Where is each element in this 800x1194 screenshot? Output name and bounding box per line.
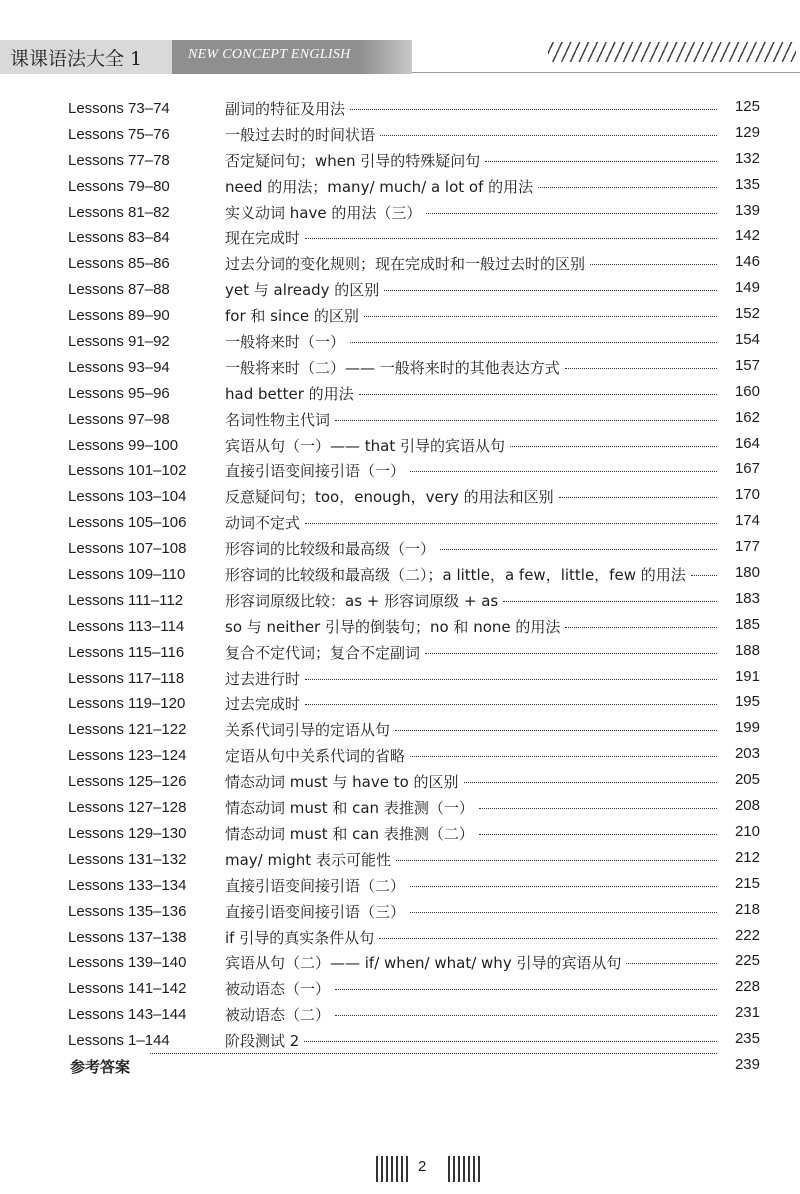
toc-row	[0, 379, 800, 405]
dot-leader	[305, 237, 717, 239]
page-ref: 222	[734, 926, 760, 944]
header-title-block	[0, 40, 172, 74]
lesson-range: Lessons 113–114	[68, 617, 185, 635]
page-ref: 125	[734, 98, 760, 115]
toc-entry	[225, 150, 722, 171]
topic-title: 被动语态（二）	[225, 1006, 331, 1025]
page-ref: 129	[734, 123, 760, 141]
lesson-range: Lessons 121–122	[68, 721, 187, 739]
toc-entry	[225, 486, 722, 507]
series-subtitle: NEW CONCEPT ENGLISH	[188, 47, 351, 62]
topic-title: 名词性物主代词	[225, 410, 331, 429]
topic-title: for 和 since 的区别	[225, 307, 359, 326]
toc-entry	[225, 331, 722, 352]
lesson-range: Lessons 129–130	[68, 824, 187, 842]
toc-row	[0, 456, 800, 482]
toc-entry	[225, 460, 722, 481]
toc-row	[0, 301, 800, 327]
topic-title: 一般将来时（一）	[225, 333, 346, 352]
toc-entry	[225, 253, 722, 274]
page-ref: 231	[734, 1004, 760, 1022]
toc-entry	[225, 98, 722, 119]
toc-entry	[225, 745, 722, 766]
dot-leader	[538, 186, 717, 188]
topic-title: so 与 neither 引导的倒装句；no 和 none 的用法	[225, 617, 561, 636]
lesson-range: Lessons 133–134	[68, 876, 187, 894]
topic-title: 直接引语变间接引语（一）	[225, 462, 406, 481]
toc-row	[0, 431, 800, 457]
toc-row	[0, 223, 800, 249]
dot-leader	[565, 367, 717, 369]
toc-row	[0, 586, 800, 612]
topic-title: if 引导的真实条件从句	[225, 928, 375, 947]
lesson-range: Lessons 75–76	[68, 125, 170, 143]
page-ref: 191	[734, 667, 760, 685]
toc-entry	[225, 383, 722, 404]
topic-title: 实义动词 have 的用法（三）	[225, 203, 422, 222]
toc-row	[0, 793, 800, 819]
page-ref: 185	[734, 615, 760, 633]
toc-entry	[225, 797, 722, 818]
page-ref: 225	[734, 952, 760, 970]
lesson-range: Lessons 1–144	[68, 1032, 170, 1050]
book-title: 课课语法大全 1	[10, 48, 143, 70]
topic-title: 过去分词的变化规则；现在完成时和一般过去时的区别	[225, 255, 586, 274]
lesson-range: Lessons 117–118	[68, 669, 185, 687]
dot-leader	[565, 626, 717, 628]
topic-title: 一般将来时（二）—— 一般将来时的其他表达方式	[225, 358, 560, 377]
topic-title: yet 与 already 的区别	[225, 281, 380, 300]
page-ref: 154	[734, 331, 760, 349]
toc-entry	[225, 564, 722, 585]
toc-row	[0, 819, 800, 845]
topic-title: 否定疑问句；when 引导的特殊疑问句	[225, 151, 481, 170]
page-ref: 210	[734, 822, 760, 840]
page-footer	[0, 1152, 800, 1192]
toc-row	[0, 767, 800, 793]
toc-entry	[225, 927, 722, 948]
header-hatch-decoration	[548, 42, 796, 62]
page-ref: 160	[734, 382, 760, 400]
toc-row	[0, 689, 800, 715]
dot-leader	[350, 108, 717, 110]
lesson-range: Lessons 105–106	[68, 514, 187, 532]
toc-entry	[225, 849, 722, 870]
page-ref: 203	[734, 745, 760, 763]
toc-row	[0, 948, 800, 974]
toc-row	[0, 198, 800, 224]
dot-leader	[425, 652, 717, 654]
topic-title: 直接引语变间接引语（三）	[225, 902, 406, 921]
lesson-range: Lessons 101–102	[68, 462, 187, 480]
lesson-range: Lessons 103–104	[68, 488, 187, 506]
toc-row	[0, 1000, 800, 1026]
dot-leader	[379, 937, 717, 939]
page-ref: 208	[734, 797, 760, 815]
page-ref: 152	[734, 305, 760, 323]
answers-label: 参考答案	[70, 1057, 131, 1076]
dot-leader	[510, 445, 717, 447]
topic-title: 形容词的比较级和最高级（二）；a little，a few，little，few 的用法	[225, 566, 686, 585]
dot-leader	[384, 289, 717, 291]
page-ref: 132	[734, 149, 760, 167]
page-ref: 228	[734, 978, 760, 996]
toc-row	[0, 353, 800, 379]
dot-leader	[426, 212, 717, 214]
topic-title: 阶段测试 2	[225, 1032, 300, 1051]
page-ref: 183	[734, 589, 760, 607]
toc-row	[0, 120, 800, 146]
dot-leader	[335, 1014, 717, 1016]
toc-row	[0, 249, 800, 275]
toc-entry	[225, 693, 722, 714]
lesson-range: Lessons 87–88	[68, 281, 170, 299]
dot-leader	[503, 600, 717, 602]
topic-title: 反意疑问句；too，enough，very 的用法和区别	[225, 488, 554, 507]
dot-leader	[485, 160, 717, 162]
topic-title: 宾语从句（二）—— if/ when/ what/ why 引导的宾语从句	[225, 954, 622, 973]
toc-entry	[225, 409, 722, 430]
toc-entry	[225, 719, 722, 740]
topic-title: 形容词原级比较：as + 形容词原级 + as	[225, 591, 499, 610]
toc-entry	[225, 901, 722, 922]
page-ref: 162	[734, 408, 760, 426]
dot-leader	[395, 729, 717, 731]
toc-entry	[225, 1030, 722, 1051]
toc-entry	[225, 357, 722, 378]
page-ref: 149	[734, 279, 760, 297]
footer-hatch-left	[376, 1156, 408, 1182]
topic-title: 形容词的比较级和最高级（一）	[225, 540, 436, 559]
dot-leader	[350, 341, 717, 343]
toc-entry	[225, 538, 722, 559]
lesson-range: Lessons 111–112	[68, 591, 184, 609]
page-ref: 212	[734, 848, 760, 866]
toc-row	[0, 897, 800, 923]
lesson-range: Lessons 123–124	[68, 747, 187, 765]
topic-title: had better 的用法	[225, 384, 354, 403]
lesson-range: Lessons 143–144	[68, 1006, 187, 1024]
toc-row	[0, 275, 800, 301]
toc-row	[0, 612, 800, 638]
lesson-range: Lessons 79–80	[68, 177, 170, 195]
header-rule	[412, 72, 800, 73]
page-ref: 188	[734, 641, 760, 659]
page-ref: 170	[734, 486, 760, 504]
toc-entry	[225, 512, 722, 533]
page-ref: 195	[734, 693, 760, 711]
page-ref: 180	[734, 564, 760, 582]
toc-entry	[225, 875, 722, 896]
footer-hatch-right	[448, 1156, 480, 1182]
toc-entry	[225, 435, 722, 456]
lesson-range: Lessons 95–96	[68, 384, 170, 402]
toc-row	[0, 94, 800, 120]
dot-leader	[396, 859, 717, 861]
lesson-range: Lessons 135–136	[68, 902, 187, 920]
toc-row	[0, 534, 800, 560]
dot-leader	[590, 263, 717, 265]
topic-title: 宾语从句（一）—— that 引导的宾语从句	[225, 436, 505, 455]
topic-title: 定语从句中关系代词的省略	[225, 747, 406, 766]
dot-leader	[479, 807, 717, 809]
page-ref: 142	[734, 227, 760, 245]
page-ref: 146	[734, 253, 760, 271]
toc-row	[0, 482, 800, 508]
topic-title: 过去进行时	[225, 669, 301, 688]
lesson-range: Lessons 125–126	[68, 773, 187, 791]
lesson-range: Lessons 97–98	[68, 410, 170, 428]
toc-entry	[225, 305, 722, 326]
page-header	[0, 40, 800, 74]
topic-title: 关系代词引导的定语从句	[225, 721, 391, 740]
dot-leader	[305, 703, 717, 705]
toc-entry	[225, 642, 722, 663]
dot-leader	[150, 1052, 717, 1054]
page-ref: 235	[734, 1030, 760, 1048]
dot-leader	[364, 315, 717, 317]
dot-leader	[304, 1040, 717, 1042]
toc-entry	[225, 978, 722, 999]
lesson-range: Lessons 119–120	[68, 695, 186, 713]
topic-title: 直接引语变间接引语（二）	[225, 876, 406, 895]
toc-row	[0, 1026, 800, 1052]
dot-leader	[410, 470, 717, 472]
lesson-range: Lessons 137–138	[68, 928, 187, 946]
dot-leader	[479, 833, 717, 835]
toc-row	[0, 845, 800, 871]
toc-entry	[225, 124, 722, 145]
toc-entry	[225, 202, 722, 223]
toc-entry	[225, 590, 722, 611]
lesson-range: Lessons 73–74	[68, 100, 170, 117]
lesson-range: Lessons 81–82	[68, 203, 170, 221]
lesson-range: Lessons 85–86	[68, 255, 170, 273]
toc-row	[0, 715, 800, 741]
topic-title: 情态动词 must 与 have to 的区别	[225, 773, 459, 792]
page-ref: 167	[734, 460, 760, 478]
lesson-range: Lessons 139–140	[68, 954, 187, 972]
lesson-range: Lessons 131–132	[68, 850, 187, 868]
topic-title: 过去完成时	[225, 695, 301, 714]
toc-row	[0, 741, 800, 767]
page-ref: 218	[734, 900, 760, 918]
dot-leader	[410, 911, 717, 913]
page-ref: 205	[734, 771, 760, 789]
dot-leader	[626, 962, 717, 964]
dot-leader	[335, 988, 717, 990]
page-number: 2	[418, 1158, 427, 1175]
toc-row	[0, 172, 800, 198]
dot-leader	[335, 419, 717, 421]
toc-row	[0, 146, 800, 172]
topic-title: 被动语态（一）	[225, 980, 331, 999]
page-ref: 215	[734, 874, 760, 892]
dot-leader	[410, 755, 717, 757]
answers-row	[0, 1052, 800, 1078]
topic-title: 现在完成时	[225, 229, 301, 248]
dot-leader	[359, 393, 717, 395]
lesson-range: Lessons 89–90	[68, 307, 170, 325]
toc-entry	[225, 952, 722, 973]
topic-title: 情态动词 must 和 can 表推测（一）	[225, 799, 474, 818]
toc-entry	[225, 771, 722, 792]
toc-entry	[225, 279, 722, 300]
topic-title: 一般过去时的时间状语	[225, 125, 376, 144]
lesson-range: Lessons 107–108	[68, 540, 187, 558]
table-of-contents	[0, 94, 800, 1078]
dot-leader	[464, 781, 717, 783]
dot-leader	[305, 678, 717, 680]
toc-entry	[225, 227, 722, 248]
lesson-range: Lessons 127–128	[68, 799, 187, 817]
toc-row	[0, 327, 800, 353]
toc-row	[0, 974, 800, 1000]
dot-leader	[410, 885, 717, 887]
lesson-range: Lessons 83–84	[68, 229, 170, 247]
page-ref: 139	[734, 201, 760, 219]
toc-entry	[225, 616, 722, 637]
toc-entry	[225, 1004, 722, 1025]
toc-row	[0, 508, 800, 534]
toc-entry	[225, 668, 722, 689]
page-ref: 177	[734, 538, 760, 556]
lesson-range: Lessons 93–94	[68, 358, 170, 376]
dot-leader	[691, 574, 717, 576]
toc-entry	[225, 823, 722, 844]
topic-title: 情态动词 must 和 can 表推测（二）	[225, 824, 474, 843]
lesson-range: Lessons 141–142	[68, 980, 187, 998]
page-ref: 157	[734, 356, 760, 374]
lesson-range: Lessons 77–78	[68, 151, 170, 169]
topic-title: 复合不定代词；复合不定副词	[225, 643, 421, 662]
topic-title: need 的用法；many/ much/ a lot of 的用法	[225, 177, 534, 196]
lesson-range: Lessons 91–92	[68, 333, 170, 351]
answers-entry	[145, 1056, 722, 1058]
dot-leader	[559, 496, 717, 498]
toc-row	[0, 560, 800, 586]
lesson-range: Lessons 109–110	[68, 566, 186, 584]
toc-row	[0, 638, 800, 664]
dot-leader	[440, 548, 717, 550]
dot-leader	[380, 134, 717, 136]
page-ref: 174	[734, 512, 760, 530]
toc-entry	[225, 176, 722, 197]
toc-row	[0, 871, 800, 897]
topic-title: 动词不定式	[225, 514, 301, 533]
lesson-range: Lessons 115–116	[68, 643, 185, 661]
header-band-shade	[360, 40, 412, 74]
dot-leader	[305, 522, 717, 524]
toc-row	[0, 664, 800, 690]
page-ref: 199	[734, 719, 760, 737]
page-ref: 135	[734, 175, 760, 193]
toc-row	[0, 405, 800, 431]
lesson-range: Lessons 99–100	[68, 436, 179, 454]
topic-title: may/ might 表示可能性	[225, 850, 391, 869]
page-ref: 164	[734, 434, 760, 452]
answers-page-ref: 239	[734, 1055, 760, 1073]
topic-title: 副词的特征及用法	[225, 100, 346, 118]
toc-row	[0, 923, 800, 949]
